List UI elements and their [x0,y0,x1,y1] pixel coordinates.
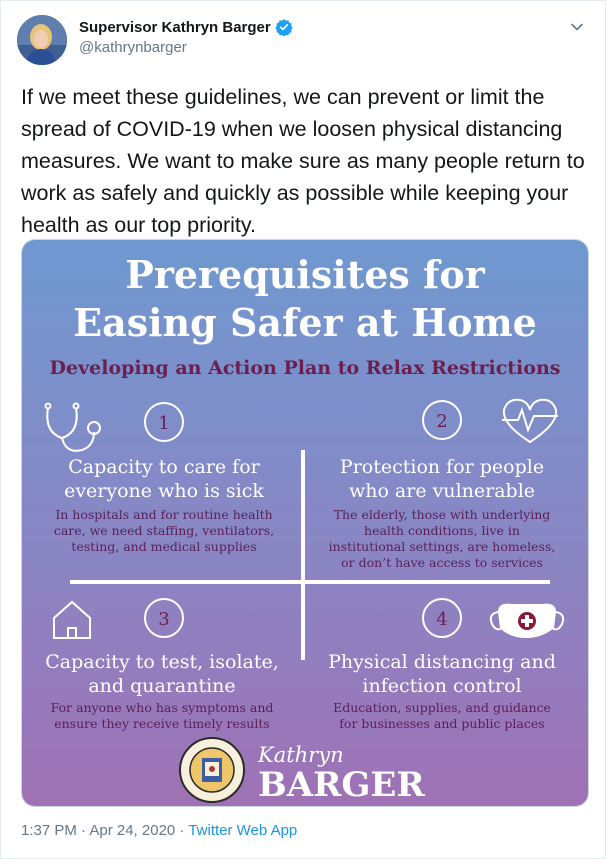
author-name[interactable]: Supervisor Kathryn Barger [79,18,271,36]
item-body-line2: care, we need staffing, ventilators, [53,523,275,538]
verified-badge-icon [275,18,293,36]
horizontal-divider [70,580,550,584]
item-heading-line1: Capacity to test, isolate, [45,651,279,673]
item-heading-line2: and quarantine [88,675,236,697]
item-body-line1: In hospitals and for routine health [55,507,273,522]
item-body-line4: or don’t have access to services [341,555,543,570]
item-heading-line2: everyone who is sick [64,480,264,502]
item-body-line3: institutional settings, are homeless, [328,539,556,554]
item-heading-line2: infection control [362,675,522,697]
item-body-line2: health conditions, live in [364,523,520,538]
item-body-line3: testing, and medical supplies [71,539,257,554]
chevron-down-icon[interactable] [569,19,585,35]
item-heading-line1: Capacity to care for [68,456,260,478]
meta-separator: · [175,822,189,839]
signature-last-name: BARGER [258,765,425,805]
item-heading-line1: Physical distancing and [328,651,556,673]
item-body-line1: For anyone who has symptoms and [50,700,274,715]
county-seal-logo [180,738,244,802]
vertical-divider [301,450,305,660]
item-number: 1 [158,413,170,434]
tweet-meta [21,822,297,839]
avatar[interactable] [17,15,67,65]
source-link[interactable]: Twitter Web App [188,822,298,839]
infographic-title-line1: Prerequisites for [125,252,485,297]
item-heading-line1: Protection for people [339,456,545,478]
timestamp[interactable]: 1:37 PM · Apr 24, 2020 [21,822,176,839]
item-body-line2: ensure they receive timely results [54,716,270,731]
item-number: 2 [436,411,448,432]
item-body-line1: The elderly, those with underlying [333,507,551,522]
signature-first-name: Kathryn [258,743,344,767]
item-heading-line2: who are vulnerable [348,480,536,502]
infographic-title-line2: Easing Safer at Home [73,300,537,345]
author-handle[interactable]: @kathrynbarger [79,39,187,56]
item-body-line2: for businesses and public places [339,716,545,731]
tweet-text: If we meet these guidelines, we can prevent or limit the spread of COVID-19 when we loosen physical distancing measures. We want to make sure as many people return to work as safely and quickly as possible while keeping your health as our top priority. [21,85,585,237]
author-row [79,18,293,36]
item-body-line1: Education, supplies, and guidance [333,700,551,715]
item-number: 4 [436,609,448,630]
tweet-image[interactable] [21,239,589,807]
infographic-subtitle: Developing an Action Plan to Relax Restrictions [49,357,561,379]
item-number: 3 [158,609,170,630]
